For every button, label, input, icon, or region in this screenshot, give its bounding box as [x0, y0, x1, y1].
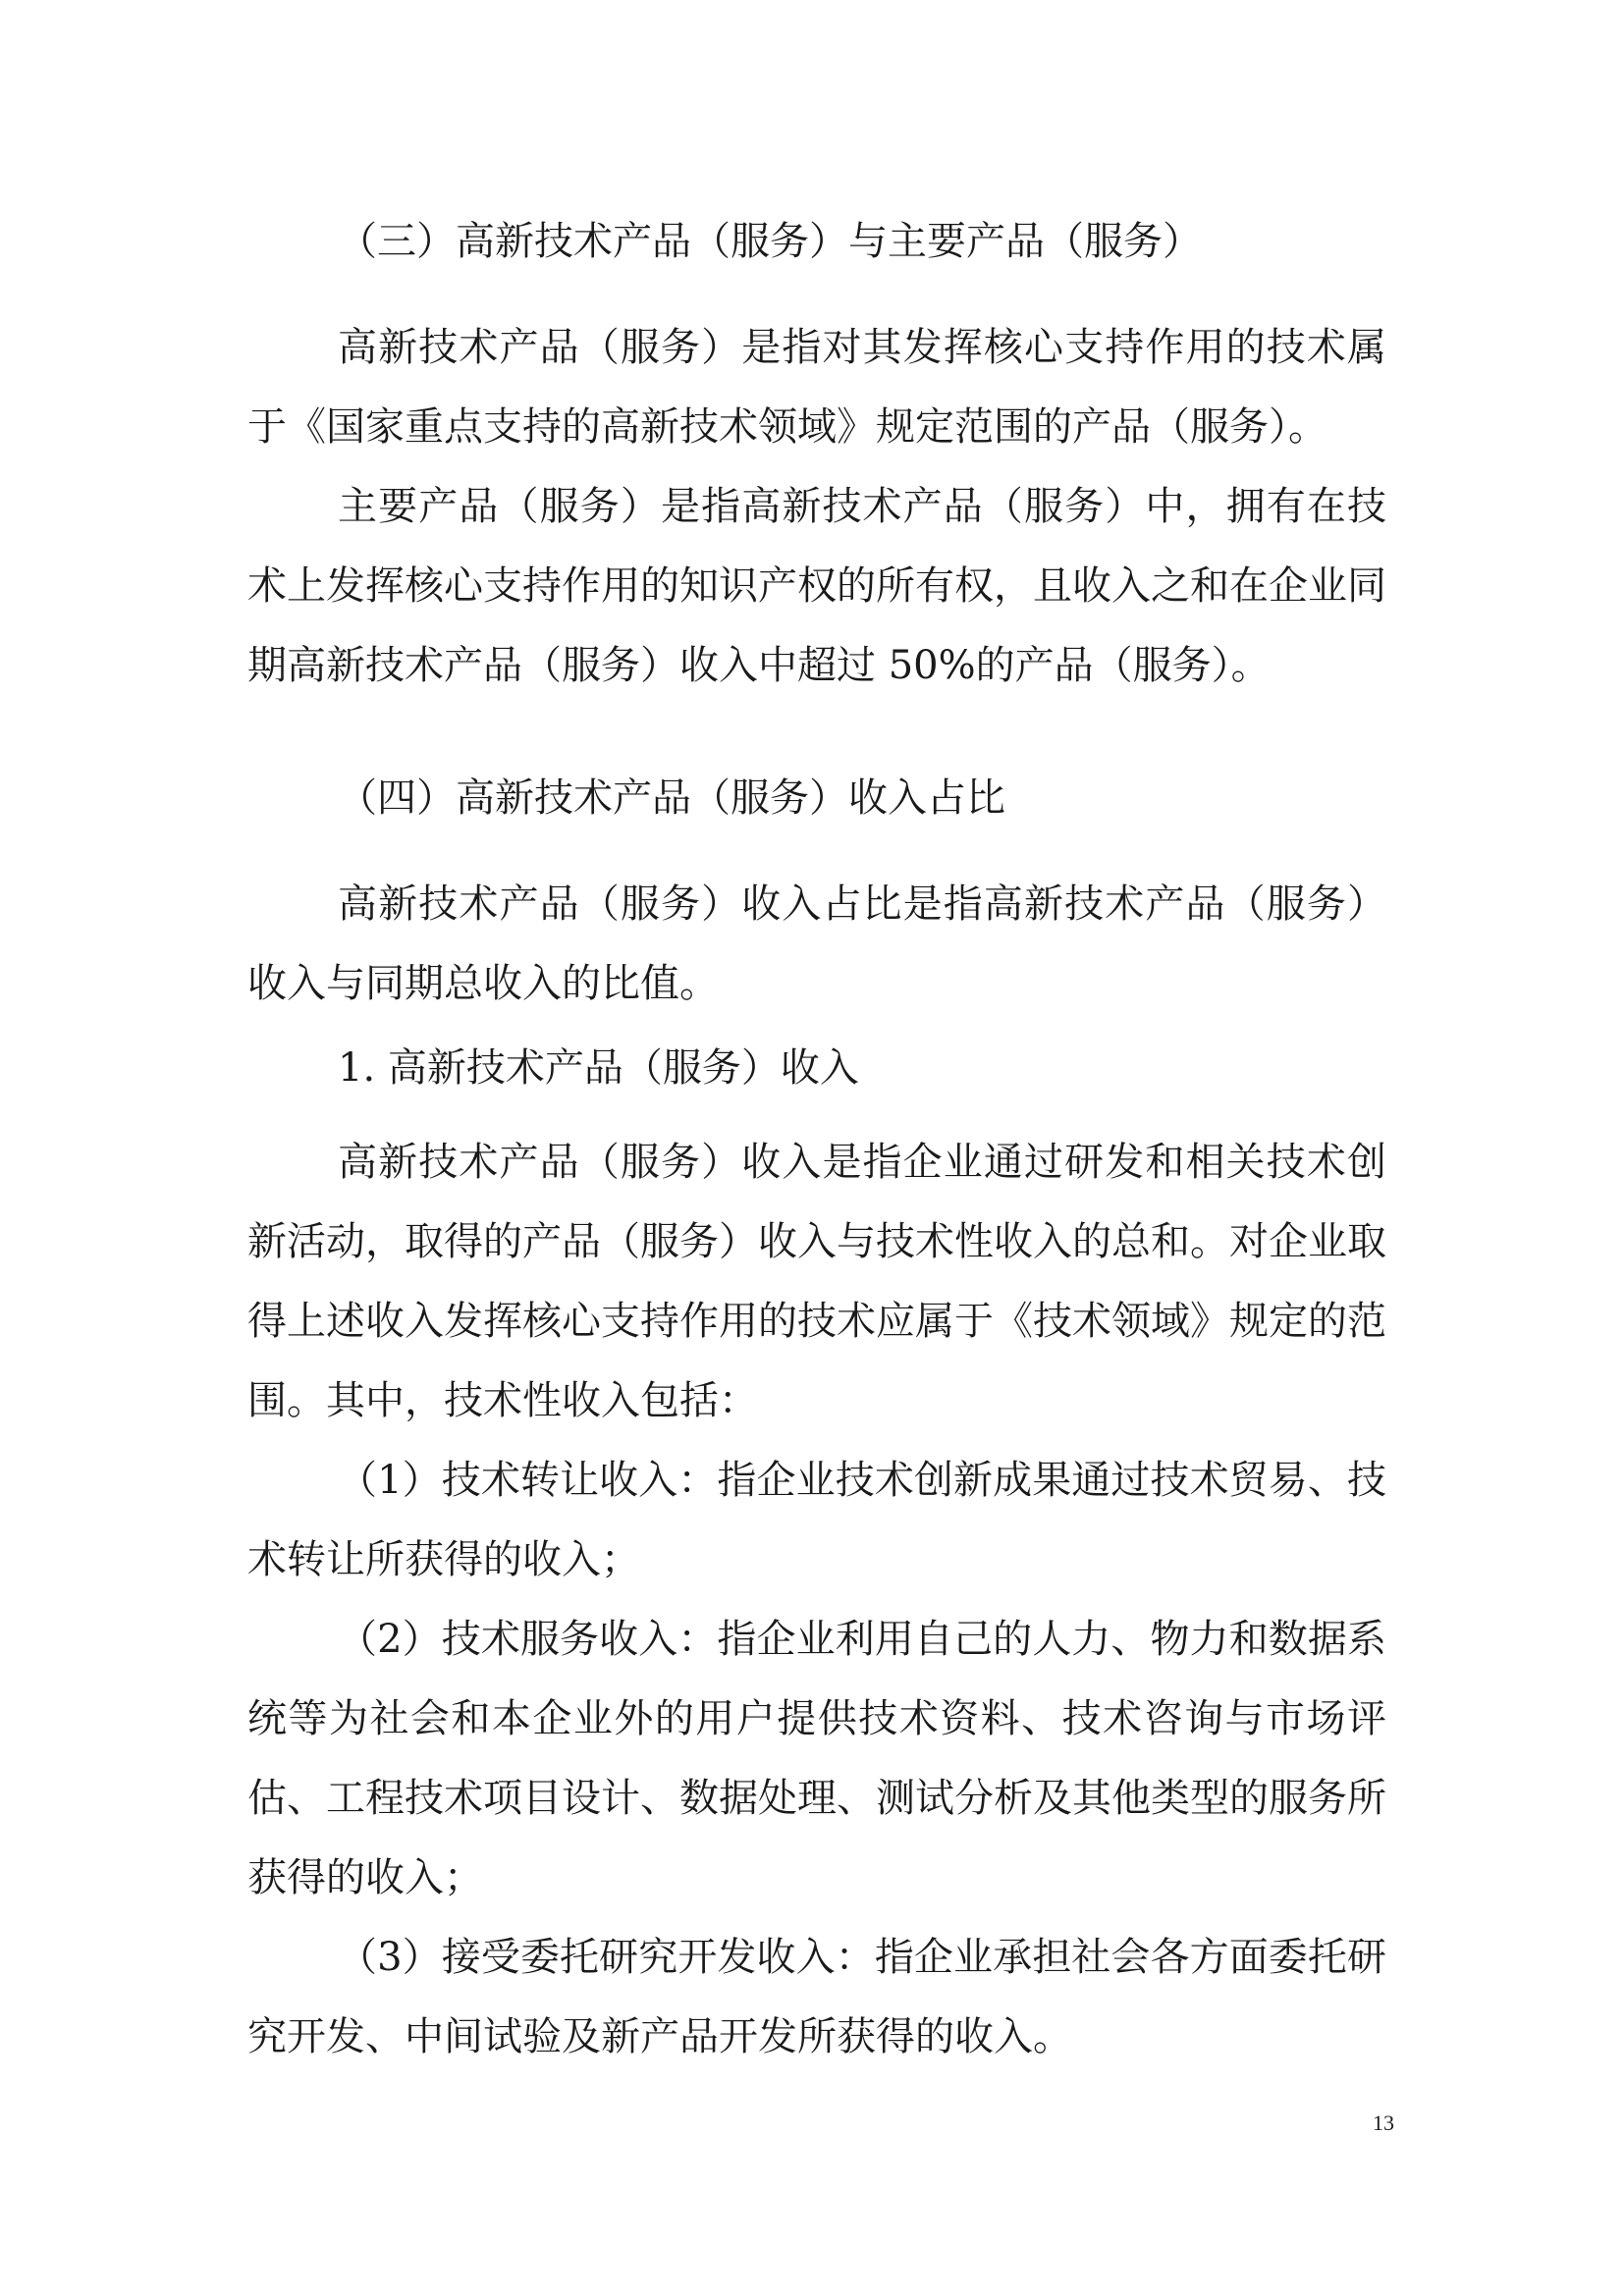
page-number: 13: [1373, 2110, 1394, 2135]
item-one-title: 1. 高新技术产品（服务）收入: [338, 1045, 859, 1091]
sub-item-3: （3）接受委托研究开发收入：指企业承担社会各方面委托研究开发、中间试验及新产品开发所获得的收入。: [247, 1935, 1386, 2059]
sub-item-1: （1）技术转让收入：指企业技术创新成果通过技术贸易、技术转让所获得的收入；: [247, 1458, 1386, 1582]
section-four-heading: （四）高新技术产品（服务）收入占比: [338, 775, 1005, 821]
item-one-body: 高新技术产品（服务）收入是指企业通过研发和相关技术创新活动，取得的产品（服务）收入与技术性收入的总和。对企业取得上述收入发挥核心支持作用的技术应属于《技术领域》规定的范围。其中，技术性收入包括：: [247, 1140, 1386, 1423]
sub-item-2: （2）技术服务收入：指企业利用自己的人力、物力和数据系统等为社会和本企业外的用户提供技术资料、技术咨询与市场评估、工程技术项目设计、数据处理、测试分析及其他类型的服务所获得的收入；: [247, 1617, 1386, 1900]
section-three-paragraph-1: 高新技术产品（服务）是指对其发挥核心支持作用的技术属于《国家重点支持的高新技术领域》规定范围的产品（服务）。: [247, 325, 1386, 450]
section-three-heading: （三）高新技术产品（服务）与主要产品（服务）: [338, 219, 1202, 264]
section-four-intro: 高新技术产品（服务）收入占比是指高新技术产品（服务）收入与同期总收入的比值。: [247, 881, 1386, 1006]
section-three-paragraph-2: 主要产品（服务）是指高新技术产品（服务）中，拥有在技术上发挥核心支持作用的知识产权的所有权，且收入之和在企业同期高新技术产品（服务）收入中超过 50%的产品（服务）。: [247, 484, 1386, 688]
